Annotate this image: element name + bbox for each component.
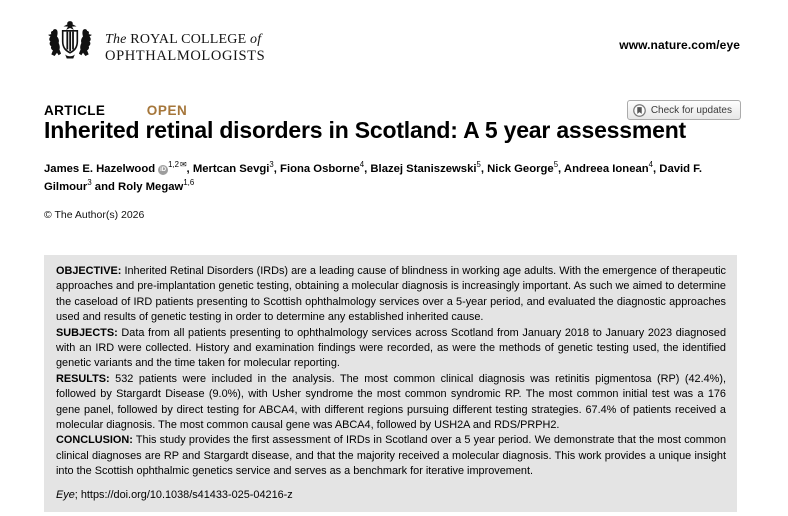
logo-of: of [250, 32, 262, 48]
abstract-subjects-text: Data from all patients presenting to ophthalmology services across Scotland from January 2018 to January 2023 diagnosed with an IRD were collected. History and examination findings were recorded, as were the methods of genetic testing used, the identified genetic variants and the time taken for molecular reporting. [56, 326, 726, 370]
author-name: Andreea Ionean [563, 162, 649, 175]
article-title: Inherited retinal disorders in Scotland: A 5 year assessment [44, 117, 687, 143]
author-name: David F. Gilmour [44, 162, 702, 194]
rcophth-crest-icon [44, 20, 96, 66]
doi-line [56, 489, 726, 501]
author-separator: , [273, 162, 281, 175]
abstract-subjects-label: SUBJECTS: [56, 326, 118, 339]
author-affiliation: 1,6 [183, 178, 195, 188]
author-name: Fiona Osborne [280, 162, 360, 175]
author-affiliation: 5 [553, 160, 559, 169]
author-affiliation: 1,2 [168, 160, 179, 169]
abstract-objective-text: Inherited Retinal Disorders (IRDs) are a leading cause of blindness in working age adults. With the emergence of therapeutic approaches and pre-implantation genetic testing, obtaining a molecular diagnosis is increasingly important. As such we aimed to determine the caseload of IRD patients presenting to Scottish ophthalmology services over a 5-year period, and evaluated the diagnostic approaches used and results of genetic testing in order to determine any established inherited cause. [56, 265, 726, 324]
logo-the: The [105, 32, 127, 48]
author-name: Mertcan Sevgi [192, 162, 270, 175]
rcophth-logo [44, 20, 265, 66]
abstract-box [44, 255, 737, 512]
author-separator: , [653, 162, 660, 175]
journal-name: Eye [56, 488, 75, 501]
logo-royal-college: ROYAL COLLEGE [126, 32, 251, 48]
author-name: Nick George [487, 162, 554, 175]
abstract-results [56, 372, 726, 434]
author-separator: and [91, 181, 119, 194]
author-name: James E. Hazelwood [44, 162, 156, 175]
abstract-results-label: RESULTS: [56, 372, 110, 385]
abstract-conclusion-label: CONCLUSION: [56, 434, 133, 447]
rcophth-logo-text [105, 22, 265, 64]
orcid-icon[interactable]: iD [160, 166, 167, 173]
author [280, 160, 371, 175]
author [118, 178, 195, 194]
author-list [44, 159, 744, 196]
author-affiliation: 5 [476, 160, 481, 169]
abstract-conclusion-text: This study provides the first assessment of IRDs in Scotland over a 5 year period. We demonstrate that the most common clinical diagnoses are RP and Stargardt disease, and that the majority received a molecular diagnosis. This work provides a unique insight into the Scottish ophthalmic genetics service and serves as a benchmark for iterative improvement. [56, 434, 726, 478]
email-icon[interactable]: ✉ [179, 160, 187, 169]
logo-ophthalmologists: OPHTHALMOLOGISTS [105, 47, 266, 64]
article-type-label: ARTICLE [44, 103, 106, 118]
author-separator: , [558, 162, 564, 175]
check-for-updates-label: Check for updates [650, 104, 732, 116]
author [487, 160, 564, 175]
open-access-label: OPEN [146, 103, 188, 118]
abstract-objective [56, 264, 726, 326]
author-affiliation: 4 [648, 160, 653, 169]
doi-link[interactable]: ; https://doi.org/10.1038/s41433-025-04216-z [74, 488, 293, 501]
abstract-results-text: 532 patients were included in the analysis. The most common clinical diagnosis was retinitis pigmentosa (RP) (42.4%), followed by Stargardt Disease (9.0%), with Usher syndrome the most common syndromic RP. The most common initial test was a 176 gene panel, followed by direct testing for ABCA4, with different regions pursuing different testing strategies. 67.4% of patients received a molecular diagnosis. The most common causal gene was ABCA4, followed by USH2A and RDS/PRPH2. [56, 372, 726, 432]
crossmark-icon [633, 104, 646, 117]
author-affiliation: 3 [87, 178, 92, 188]
author-affiliation: 4 [359, 160, 365, 169]
author [192, 160, 281, 175]
copyright-line: © The Author(s) 2026 [44, 209, 145, 221]
author-separator: , [186, 162, 193, 175]
abstract-objective-label: OBJECTIVE: [56, 265, 122, 277]
author [44, 160, 193, 175]
author-affiliation: 3 [269, 160, 274, 169]
author-name: Blazej Staniszewski [370, 162, 477, 175]
journal-url-link[interactable]: www.nature.com/eye [619, 38, 740, 52]
author-separator: , [364, 162, 371, 175]
author-separator: , [480, 162, 488, 175]
abstract-conclusion [56, 433, 726, 479]
author [370, 160, 488, 175]
author [563, 160, 660, 175]
author-name: Roly Megaw [118, 181, 184, 194]
abstract-subjects [56, 326, 726, 372]
